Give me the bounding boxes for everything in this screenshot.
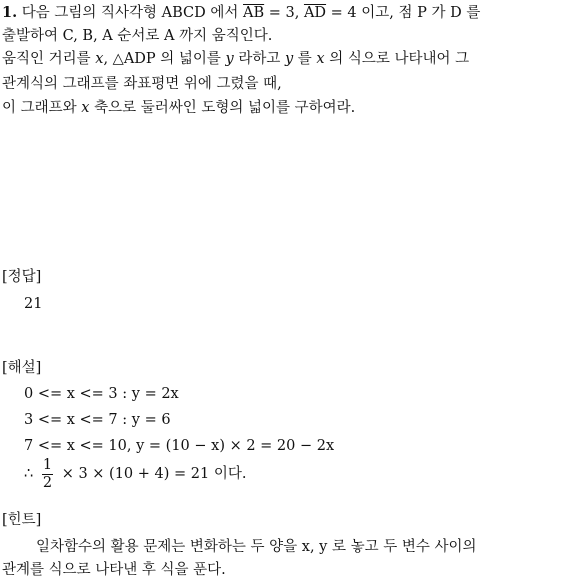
- problem-text: 라하고: [238, 51, 281, 67]
- problem-text: = 4 이고, 점 P 가 D 를: [330, 5, 481, 21]
- problem-line-1: [2, 3, 480, 23]
- var-x: x: [81, 100, 90, 116]
- problem-text: 의 식으로 나타내어 그: [329, 51, 470, 67]
- therefore-symbol: ∴: [24, 466, 34, 482]
- fraction-denominator: 2: [42, 474, 53, 491]
- solution-label: [해설]: [2, 360, 42, 376]
- fraction: [42, 457, 53, 492]
- solution-row-2: 3 <= x <= 7 : y = 6: [24, 412, 171, 428]
- var-x: x: [316, 51, 325, 67]
- problem-text: 다음 그림의 직사각형 ABCD 에서: [21, 5, 239, 21]
- var-y: y: [284, 51, 294, 67]
- solution-row-3: 7 <= x <= 10, y = (10 − x) × 2 = 20 − 2x: [24, 438, 335, 454]
- problem-line-3: [2, 49, 469, 69]
- var-y: y: [225, 51, 234, 67]
- problem-text: 를: [297, 51, 312, 67]
- problem-line-5: [2, 98, 355, 118]
- problem-text: 이 그래프와: [2, 100, 77, 116]
- problem-line-4: 관계식의 그래프를 좌표평면 위에 그렸을 때,: [2, 76, 282, 92]
- hint-line-2: 관계를 식으로 나타낸 후 식을 푼다.: [2, 562, 226, 578]
- segment-ab: $\overline{AB}$: [243, 5, 265, 21]
- var-x: x: [95, 51, 104, 67]
- hint-line-1: 일차함수의 활용 문제는 변화하는 두 양을 x, y 로 놓고 두 변수 사이의: [36, 539, 477, 555]
- solution-text: × 3 × (10 + 4) = 21 이다.: [61, 466, 247, 482]
- problem-text: 축으로 둘러싸인 도형의 넓이를 구하여라.: [94, 100, 356, 116]
- solution-row-1: 0 <= x <= 3 : y = 2x: [24, 386, 179, 402]
- problem-text: = 3,: [268, 5, 300, 21]
- problem-line-2: 출발하여 C, B, A 순서로 A 까지 움직인다.: [2, 28, 273, 44]
- answer-value: 21: [24, 296, 43, 312]
- problem-text: , △ADP 의 넓이를: [103, 51, 221, 67]
- problem-text: 움직인 거리를: [2, 51, 91, 67]
- fraction-numerator: 1: [42, 456, 53, 473]
- answer-label: [정답]: [2, 269, 42, 285]
- segment-ad: $\overline{AD}$: [303, 5, 327, 21]
- problem-number: 1.: [2, 4, 18, 21]
- solution-row-4: [24, 455, 246, 493]
- hint-label: [힌트]: [2, 512, 42, 528]
